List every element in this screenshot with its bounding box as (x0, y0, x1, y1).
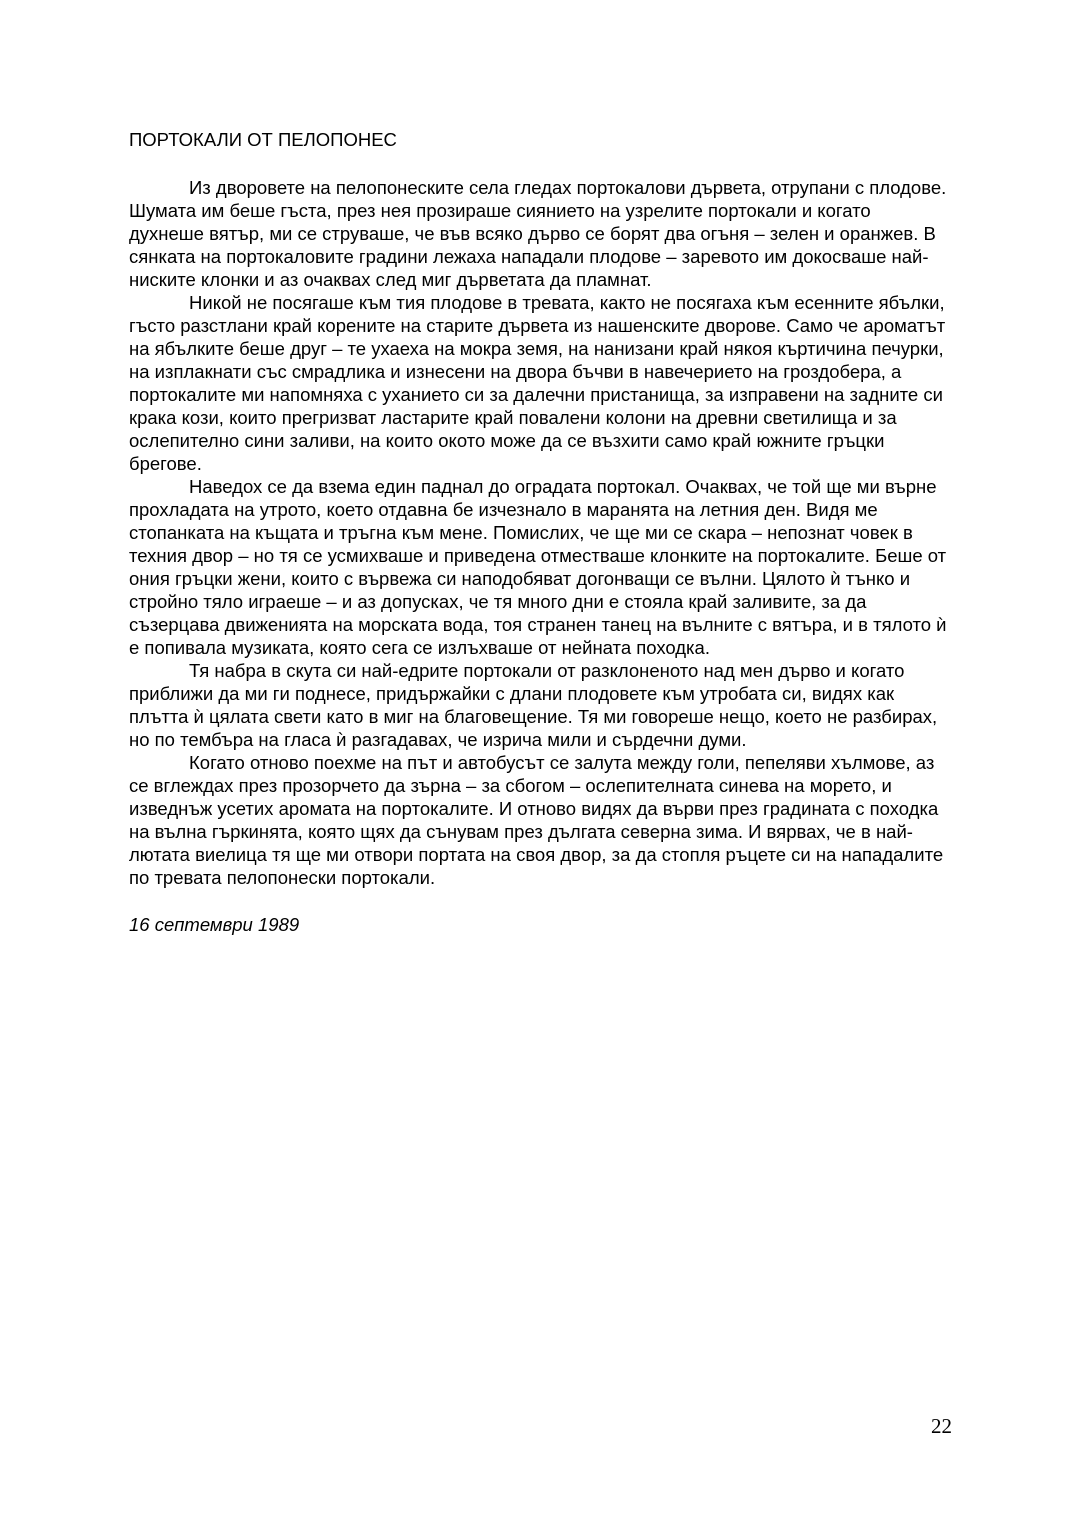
document-content (129, 128, 947, 936)
paragraph: Тя набра в скута си най-едрите портокали от разклоненото над мен дърво и когато приближи да ми ги поднесе, придържайки с длани плодовете към утробата си, видях как плътта ѝ цялата свети като в миг на благовещение. Тя ми говореше нещо, което не разбирах, но по тембъра на гласа ѝ разгадавах, че изрича мили и сърдечни думи. (129, 660, 938, 750)
paragraph: Из дворовете на пелопонеските села гледах портокалови дървета, отрупани с плодове. Шумата им беше гъста, през нея прозираше сиянието на узрелите портокали и когато духнеше вятър, ми се струваше, че във всяко дърво се борят два огъня – зелен и оранжев. В сянката на портокаловите градини лежаха нападали плодове – заревото им докосваше най-ниските клонки и аз очаквах след миг дърветата да пламнат. (129, 177, 947, 290)
document-title: ПОРТОКАЛИ ОТ ПЕЛОПОНЕС (129, 129, 397, 150)
paragraph: Никой не посягаше към тия плодове в тревата, както не посягаха към есенните ябълки, гъсто разстлани край корените на старите дървета из нашенските дворове. Само че ароматът на ябълките беше друг – те ухаеха на мокра земя, на нанизани край някоя къртичина печурки, на изплакнати със смрадлика и изнесени на двора бъчви в навечерието на гроздобера, а портокалите ми напомняха с уханието си за далечни пристанища, за изправени на задните си крака кози, които прегризват ластарите край повалени колони на древни светилища и за ослепително сини заливи, на които окото може да се възхити само край южните гръцки брегове. (129, 292, 946, 474)
paragraph: Наведох се да взема един паднал до оградата портокал. Очаквах, че той ще ми върне прохладата на утрото, което отдавна бе изчезнало в маранята на летния ден. Видя ме стопанката на къщата и тръгна към мене. Помислих, че ще ми се скара – непознат човек в техния двор – но тя се усмихваше и приведена отместваше клонките на портокалите. Беше от ония гръцки жени, които с вървежа си наподобяват догонващи се вълни. Цялото ѝ тънко и стройно тяло играеше – и аз допусках, че тя много дни е стояла край заливите, за да съзерцава движенията на морската вода, тоя странен танец на вълните с вятъра, и в тялото ѝ е попивала музиката, която сега се излъхваше от нейната походка. (129, 476, 947, 658)
page-number: 22 (931, 1414, 952, 1438)
document-date: 16 септември 1989 (129, 914, 300, 935)
paragraph: Когато отново поехме на път и автобусът се залута между голи, пепеляви хълмове, аз се вглеждах през прозорчето да зърна – за сбогом – ослепителната синева на морето, и изведнъж усетих аромата на портокалите. И отново видях да върви през градината с походка на вълна гъркинята, която щях да сънувам през дългата северна зима. И вярвах, че в най-лютата виелица тя ще ми отвори портата на своя двор, за да стопля ръцете си на нападалите по тревата пелопонески портокали. (129, 752, 944, 888)
